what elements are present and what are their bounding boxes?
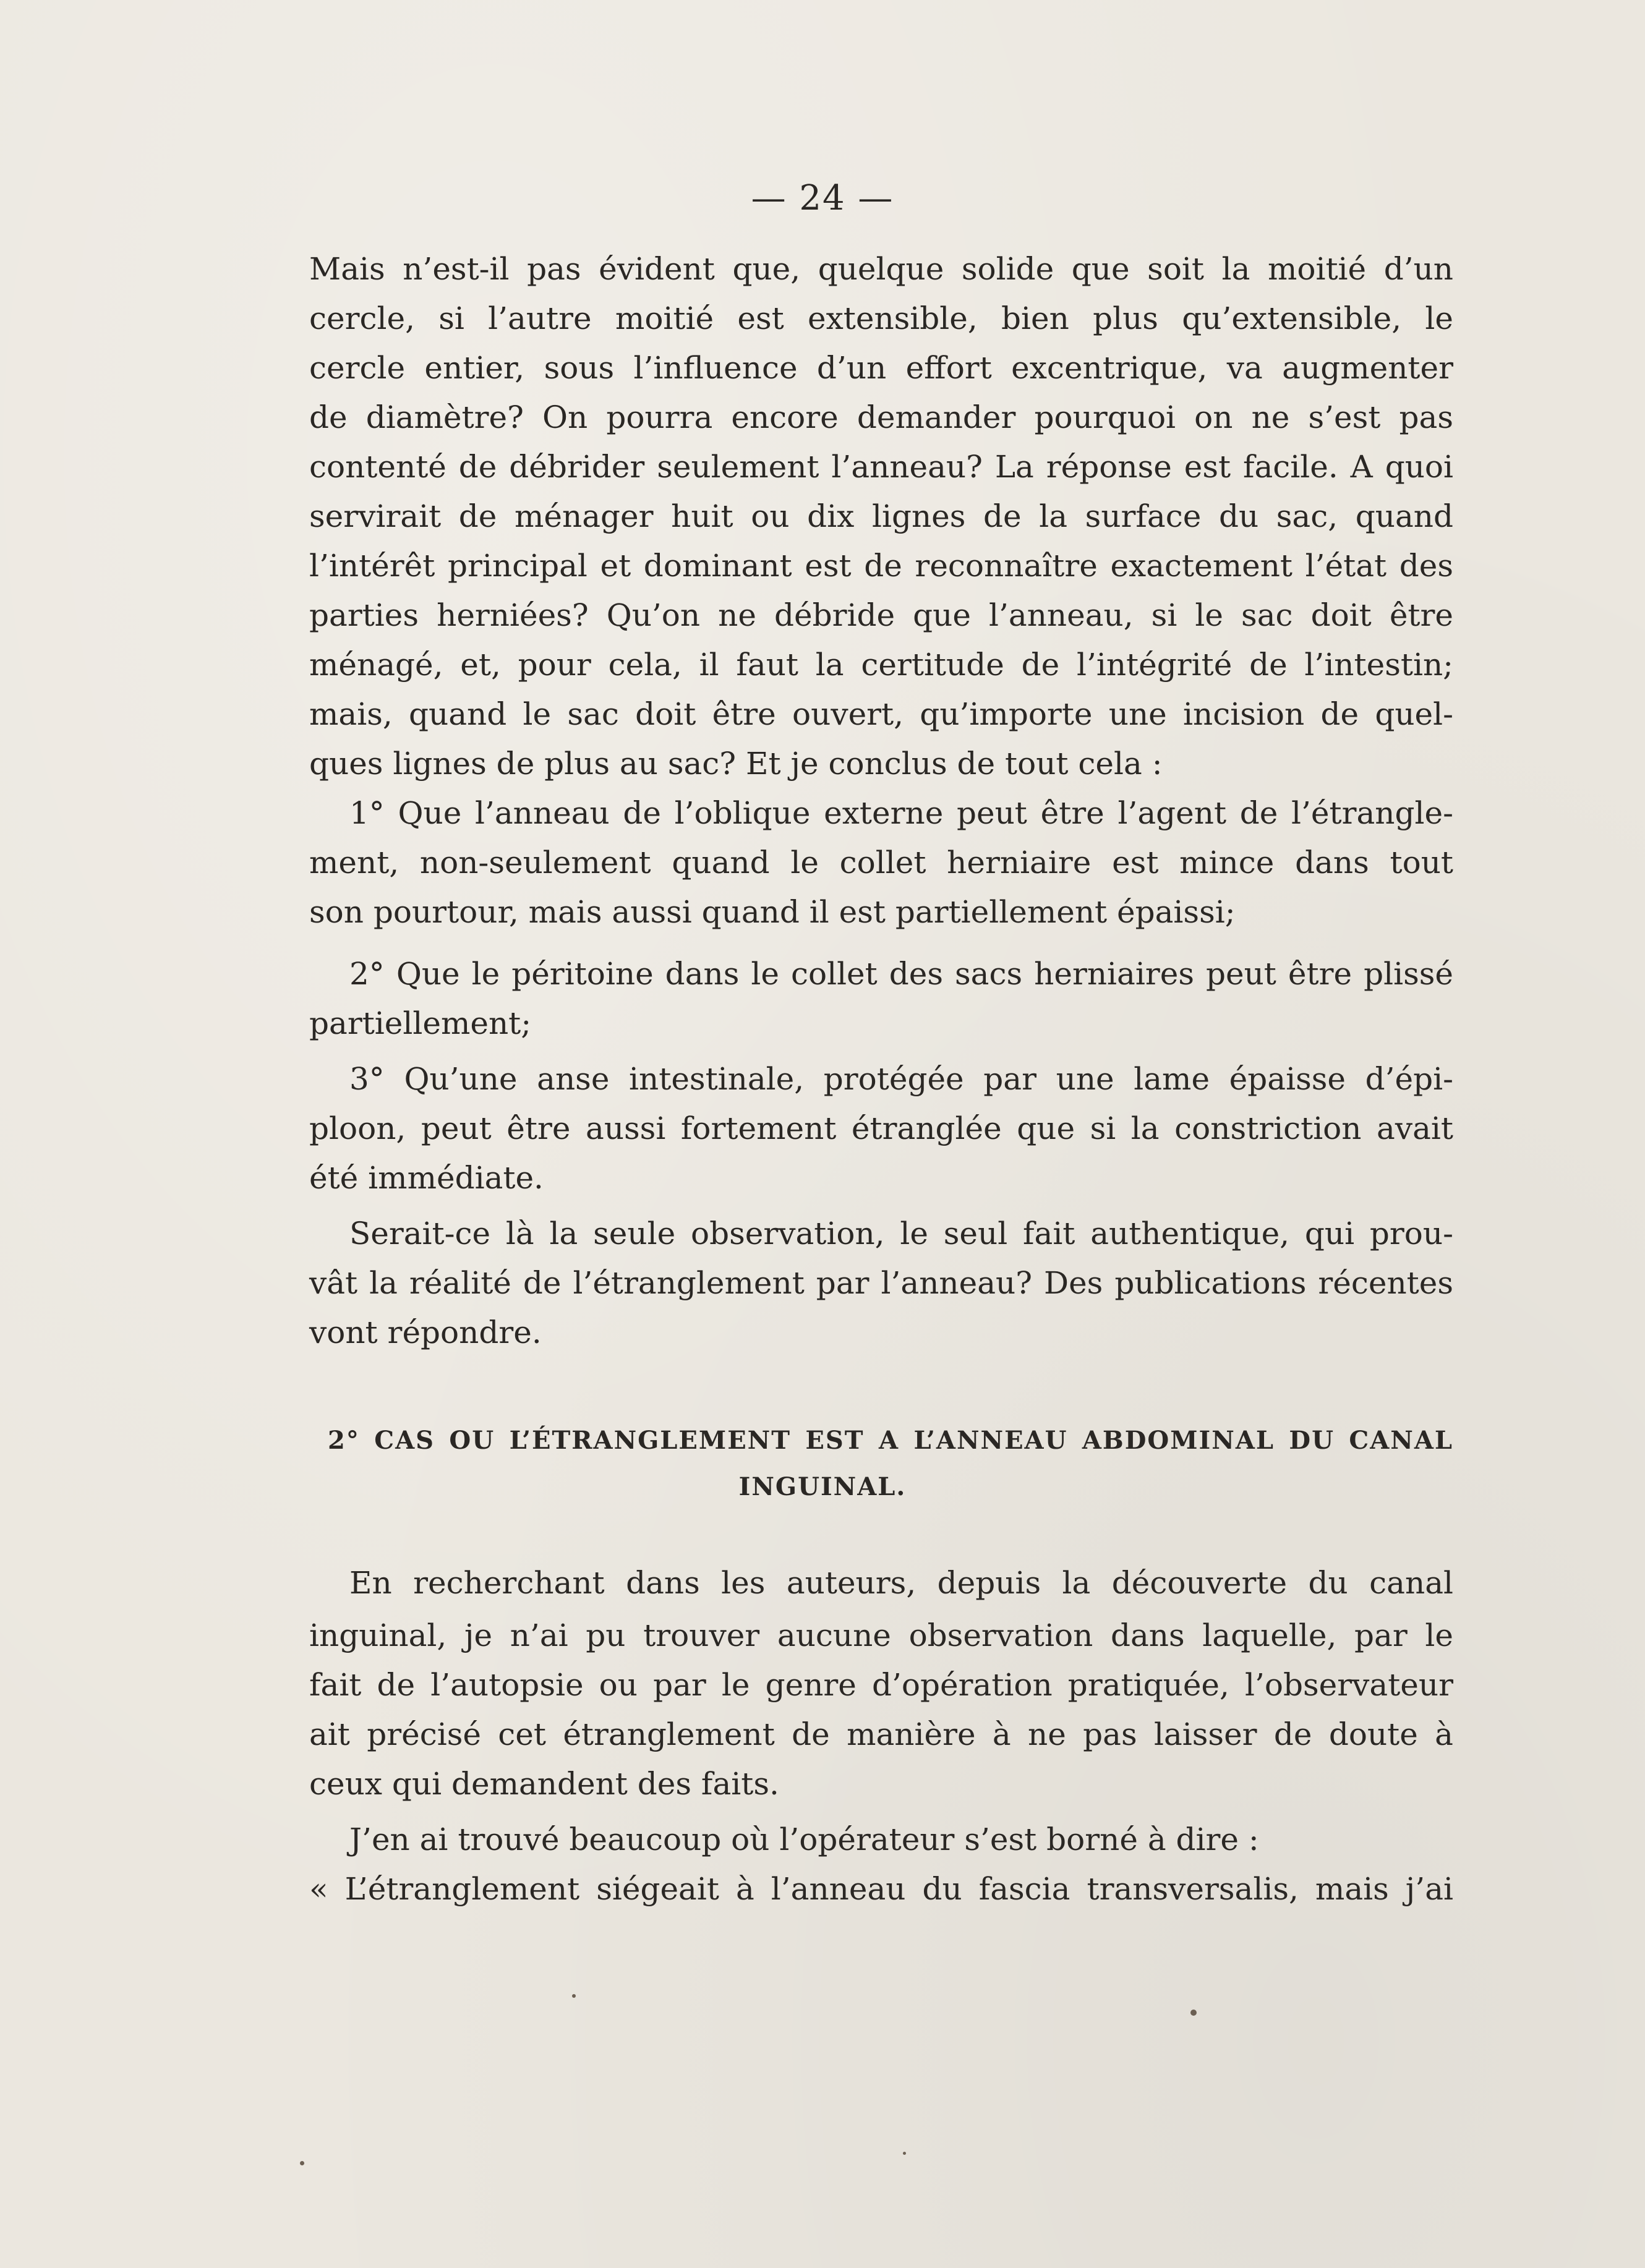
text-line: partiellement; xyxy=(309,1005,532,1041)
text-line: ménagé, et, pour cela, il faut la certitude de l’intégrité de l’intestin; xyxy=(309,647,1453,683)
text-line: inguinal, je n’ai pu trouver aucune observation dans laquelle, par le xyxy=(309,1618,1453,1653)
page-number: — 24 — xyxy=(751,178,894,218)
text-line: cercle entier, sous l’influence d’un effort excentrique, va augmenter xyxy=(309,350,1453,386)
text-line: Mais n’est-il pas évident que, quelque solide que soit la moitié d’un xyxy=(309,251,1453,287)
text-line: été immédiate. xyxy=(309,1160,544,1196)
paper-speck xyxy=(300,2161,304,2165)
text-line: cercle, si l’autre moitié est extensible, bien plus qu’extensible, le xyxy=(309,301,1453,336)
text-line: ment, non-seulement quand le collet herniaire est mince dans tout xyxy=(309,845,1453,880)
text-line: contenté de débrider seulement l’anneau? La réponse est facile. A quoi xyxy=(309,449,1453,485)
text-line: 1° Que l’anneau de l’oblique externe peut être l’agent de l’étrangle- xyxy=(349,795,1453,831)
text-line: 2° Que le péritoine dans le collet des sacs herniaires peut être plissé xyxy=(349,956,1453,992)
text-line: ploon, peut être aussi fortement étranglée que si la constriction avait xyxy=(309,1111,1453,1146)
text-line: fait de l’autopsie ou par le genre d’opération pratiquée, l’observateur xyxy=(309,1667,1453,1703)
section-heading: 2° CAS OU L’ÉTRANGLEMENT EST A L’ANNEAU ABDOMINAL DU CANAL xyxy=(328,1426,1453,1455)
text-line: mais, quand le sac doit être ouvert, qu’importe une incision de quel- xyxy=(309,696,1453,732)
text-line: servirait de ménager huit ou dix lignes de la surface du sac, quand xyxy=(309,498,1453,534)
paper-speck xyxy=(1190,2010,1197,2016)
text-line: l’intérêt principal et dominant est de reconnaître exactement l’état des xyxy=(309,548,1453,584)
paper-speck xyxy=(572,1994,576,1998)
text-line: ceux qui demandent des faits. xyxy=(309,1766,779,1802)
paper-speck xyxy=(903,2152,906,2155)
text-line: J’en ai trouvé beaucoup où l’opérateur s’est borné à dire : xyxy=(349,1822,1259,1857)
text-line: vont répondre. xyxy=(309,1315,542,1350)
text-line: Serait-ce là la seule observation, le seul fait authentique, qui prou- xyxy=(349,1216,1453,1251)
text-line: parties herniées? Qu’on ne débride que l’anneau, si le sac doit être xyxy=(309,597,1453,633)
text-line: son pourtour, mais aussi quand il est partiellement épaissi; xyxy=(309,894,1236,930)
text-line: ques lignes de plus au sac? Et je conclus de tout cela : xyxy=(309,746,1163,782)
text-line: 3° Qu’une anse intestinale, protégée par une lame épaisse d’épi- xyxy=(349,1061,1453,1097)
text-line: de diamètre? On pourra encore demander pourquoi on ne s’est pas xyxy=(309,399,1453,435)
section-heading-continued: INGUINAL. xyxy=(738,1472,907,1501)
text-line: ait précisé cet étranglement de manière à ne pas laisser de doute à xyxy=(309,1716,1453,1752)
text-line: « L’étranglement siégeait à l’anneau du fascia transversalis, mais j’ai xyxy=(309,1871,1453,1907)
text-line: En recherchant dans les auteurs, depuis la découverte du canal xyxy=(349,1565,1453,1601)
text-line: vât la réalité de l’étranglement par l’anneau? Des publications récentes xyxy=(309,1265,1453,1301)
